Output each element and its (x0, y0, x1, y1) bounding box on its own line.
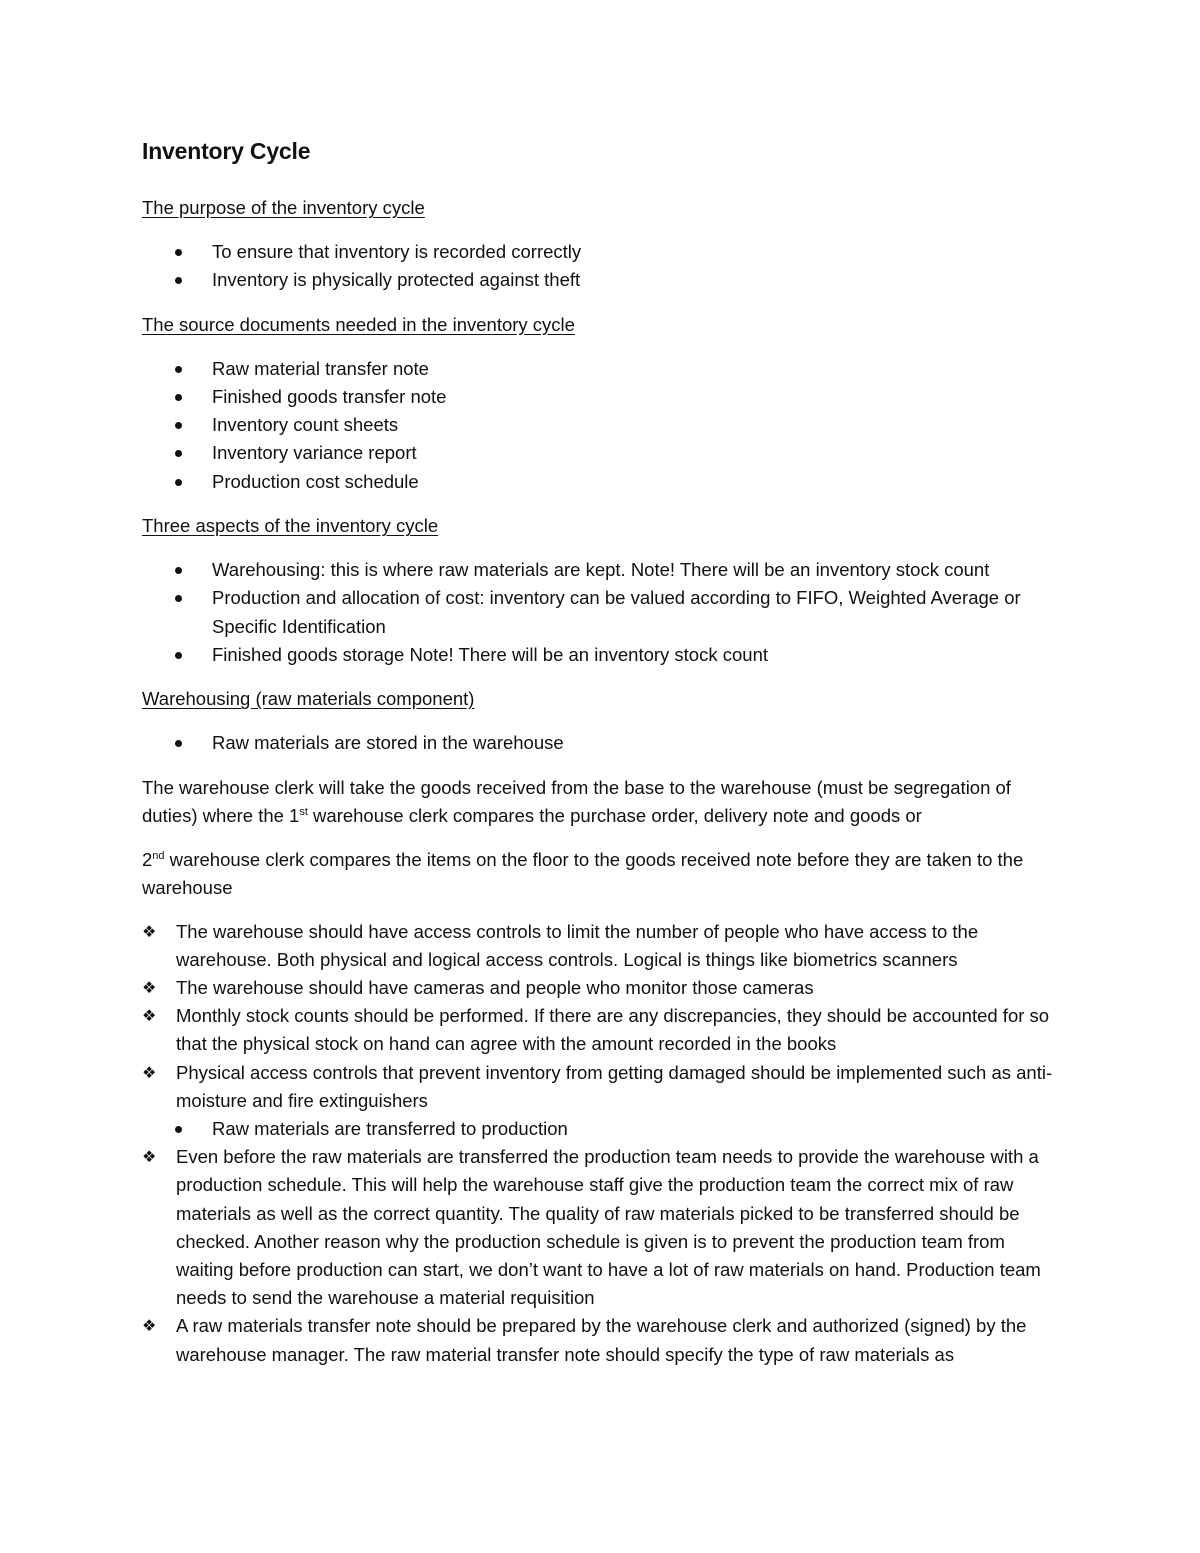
page-title: Inventory Cycle (142, 138, 311, 164)
paragraph-text: warehouse clerk compares the purchase order, delivery note and goods or (307, 804, 922, 826)
document-page (142, 140, 1062, 1369)
list-item: Inventory is physically protected against theft (142, 266, 1062, 294)
list-item: Production cost schedule (142, 468, 1062, 496)
diamond-bullet-icon: ❖ (142, 977, 157, 997)
list-item: Raw materials are stored in the warehouse (142, 729, 1062, 757)
list-item: Inventory variance report (142, 439, 1062, 467)
paragraph-text: 2 (142, 848, 153, 870)
ordinal-suffix: nd (152, 849, 165, 862)
list-item (142, 1312, 1062, 1368)
list-item: Raw materials are transferred to production (142, 1115, 1062, 1143)
purpose-list (142, 238, 1062, 295)
diamond-bullet-icon: ❖ (142, 1006, 157, 1026)
list-item: To ensure that inventory is recorded correctly (142, 238, 1062, 266)
list-item (142, 918, 1062, 974)
paragraph-text: The warehouse clerk will take the goods received from the base to the warehouse (must be segregation of duties) where the 1 (142, 776, 1011, 826)
list-item (142, 974, 1062, 1002)
warehouse-controls-list (142, 918, 1062, 1369)
list-item: Warehousing: this is where raw materials are kept. Note! There will be an inventory stock count (142, 556, 1062, 584)
warehousing-list (142, 729, 1062, 757)
diamond-bullet-icon: ❖ (142, 1062, 157, 1082)
list-item (142, 1143, 1062, 1312)
list-item-text: The warehouse should have access controls to limit the number of people who have access to the warehouse. Both physical and logical access controls. Logical is things like biometrics scanners (176, 920, 979, 970)
aspects-list (142, 556, 1062, 669)
diamond-bullet-icon: ❖ (142, 1316, 157, 1336)
paragraph-text: warehouse clerk compares the items on the floor to the goods received note before they are taken to the warehouse (142, 848, 1024, 898)
list-item: Raw material transfer note (142, 355, 1062, 383)
purpose-heading: The purpose of the inventory cycle (142, 197, 425, 218)
diamond-bullet-icon: ❖ (142, 921, 157, 941)
second-clerk-paragraph (142, 846, 1062, 902)
warehousing-heading: Warehousing (raw materials component) (142, 688, 475, 710)
list-item-text: Even before the raw materials are transferred the production team needs to provide the warehouse with a production schedule. This will help the warehouse staff give the production team the correct mix of raw materials as well as the correct quantity. The quality of raw materials picked to be transferred should be checked. Another reason why the production schedule is given is to prevent the production team from waiting before production can start, we don’t want to have a lot of raw materials on hand. Production team needs to send the warehouse a material requisition (176, 1146, 1041, 1309)
list-item-text: The warehouse should have cameras and people who monitor those cameras (176, 976, 814, 998)
aspects-heading: Three aspects of the inventory cycle (142, 515, 439, 537)
source-documents-list (142, 355, 1062, 496)
list-item-text: Physical access controls that prevent inventory from getting damaged should be implemented such as anti-moisture and fire extinguishers (176, 1061, 1053, 1111)
list-item-text: A raw materials transfer note should be prepared by the warehouse clerk and authorized (signed) by the warehouse manager. The raw material transfer note should specify the type of raw materials as (176, 1315, 1027, 1365)
diamond-bullet-icon: ❖ (142, 1147, 157, 1167)
list-item: Finished goods storage Note! There will be an inventory stock count (142, 641, 1062, 669)
list-item: Inventory count sheets (142, 411, 1062, 439)
list-item: Production and allocation of cost: inventory can be valued according to FIFO, Weighted Average or Specific Identification (142, 584, 1062, 641)
warehouse-clerk-paragraph (142, 774, 1062, 830)
list-item-text: Monthly stock counts should be performed. If there are any discrepancies, they should be accounted for so that the physical stock on hand can agree with the amount recorded in the books (176, 1005, 1050, 1055)
source-documents-heading: The source documents needed in the inventory cycle (142, 313, 575, 335)
list-item (142, 1002, 1062, 1058)
ordinal-suffix: st (299, 805, 308, 818)
list-item (142, 1059, 1062, 1115)
list-item: Finished goods transfer note (142, 383, 1062, 411)
